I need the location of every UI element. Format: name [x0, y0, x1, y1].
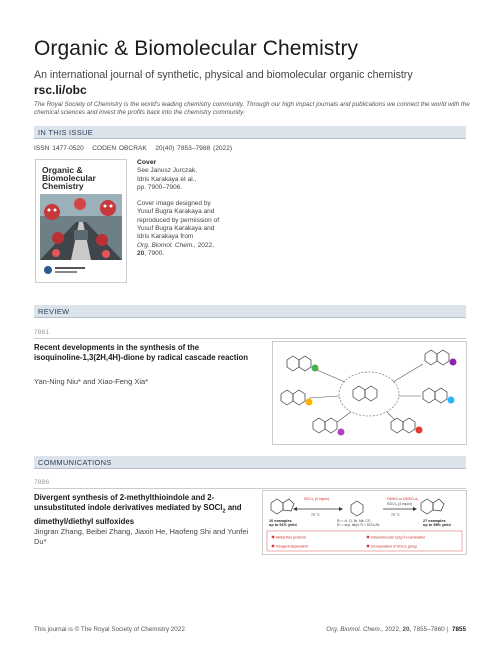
cover-see: See Janusz Jurczak, — [137, 167, 197, 175]
review-page-number[interactable]: 7861 — [34, 329, 50, 336]
issue-meta — [34, 145, 232, 152]
review-title[interactable]: Recent developments in the synthesis of the isoquinoline-1,3(2H,4H)-dione by radical cascade reaction — [34, 343, 249, 362]
review-authors: Yan-Ning Niu* and Xiao-Feng Xia* — [34, 377, 149, 386]
cover-authors: Idris Karakaya et al., — [137, 175, 197, 183]
reagent-right-2: SOCl₂ (4 equiv) — [387, 502, 412, 506]
review-scheme — [273, 342, 466, 444]
substituents-2: R² = aryl, alkyl; R = SCH₃/Br — [337, 523, 380, 527]
feature-3: Reagent-dependent — [276, 544, 308, 549]
cover-logo-line2: Biomolecular — [42, 173, 96, 183]
cover-logo-line3: Chemistry — [42, 181, 84, 191]
reagent-right: DMSO or DMSO-d₆ — [387, 497, 419, 501]
communication-toc-graphic[interactable] — [262, 490, 467, 555]
communication-scheme — [263, 491, 466, 554]
feature-2: Intramolecular C(sp²)-H amination — [371, 535, 426, 540]
temp-left: 75 °C — [311, 513, 321, 517]
cover-credit: reproduced by permission of — [137, 216, 220, 224]
substituents-1: R¹ = H, Cl, Br, Me, CF₃ — [337, 519, 372, 523]
cover-logo-line1: Organic & — [42, 165, 83, 175]
journal-subtitle: An international journal of synthetic, physical and biomolecular organic chemistry — [34, 69, 413, 81]
temp-right: 75 °C — [391, 513, 401, 517]
coden: CODEN OBCRAK — [92, 145, 147, 152]
journal-blurb: The Royal Society of Chemistry is the world's leading chemistry community. Through our high impact journals and publications we connect the world with the chemical sciences and invest the profits back into the chemistry community. — [34, 101, 470, 116]
cover-credit: Cover image designed by — [137, 200, 211, 208]
review-toc-graphic[interactable] — [272, 341, 467, 445]
footer-copyright: This journal is © The Royal Society of Chemistry 2022 — [34, 626, 185, 633]
communication-title[interactable]: Divergent synthesis of 2-methylthioindole and 2-unsubstituted indole derivatives mediated by SOCl$_2$ and dimethyl/diethyl sulfoxides — [34, 493, 242, 526]
reagent-left: SOCl₂ (3 equiv) — [304, 497, 329, 501]
cover-pages[interactable]: pp. 7900–7906. — [137, 183, 183, 191]
page-number: 7855 — [451, 626, 466, 633]
communications-bar: COMMUNICATIONS — [34, 456, 466, 469]
review-bar: REVIEW — [34, 305, 466, 318]
journal-url[interactable]: rsc.li/obc — [34, 83, 87, 97]
communication-rule — [34, 488, 466, 489]
cover-credit: Yusuf Bugra Karakaya and — [137, 225, 215, 233]
cover-illustration — [36, 160, 126, 282]
footer-citation: Org. Biomol. Chem., 2022, 20, 7855–7860 | 7855 — [326, 626, 466, 633]
right-yield: up to 98% yield — [423, 523, 451, 527]
issn: ISSN 1477-0520 — [34, 145, 84, 152]
left-count: 10 examples — [269, 519, 292, 523]
cover-image[interactable] — [35, 159, 127, 283]
cover-description — [137, 159, 257, 258]
cover-heading: Cover — [137, 159, 157, 166]
cover-reference-vol: 20, 7900. — [137, 249, 165, 257]
left-yield: up to 91% yield — [269, 523, 297, 527]
communication-page-number[interactable]: 7886 — [34, 479, 50, 486]
journal-title: Organic & Biomolecular Chemistry — [34, 37, 359, 60]
in-this-issue-bar: IN THIS ISSUE — [34, 126, 466, 139]
review-rule — [34, 338, 466, 339]
cover-credit: Yusuf Bugra Karakaya and — [137, 208, 215, 216]
feature-1: Metal-free protocol — [276, 535, 306, 540]
volume-pages: 20(40) 7853–7988 (2022) — [155, 145, 233, 152]
right-count: 27 examples — [423, 519, 446, 523]
cover-credit: Idris Karakaya from — [137, 233, 194, 241]
cover-reference: Org. Biomol. Chem., 2022, — [137, 241, 214, 249]
communication-authors: Jingran Zhang, Beibei Zhang, Jiaxin He, Haofeng Shi and Yunfei Du* — [34, 527, 249, 546]
feature-4: Incorporation of SOCl₂ group — [371, 544, 418, 549]
